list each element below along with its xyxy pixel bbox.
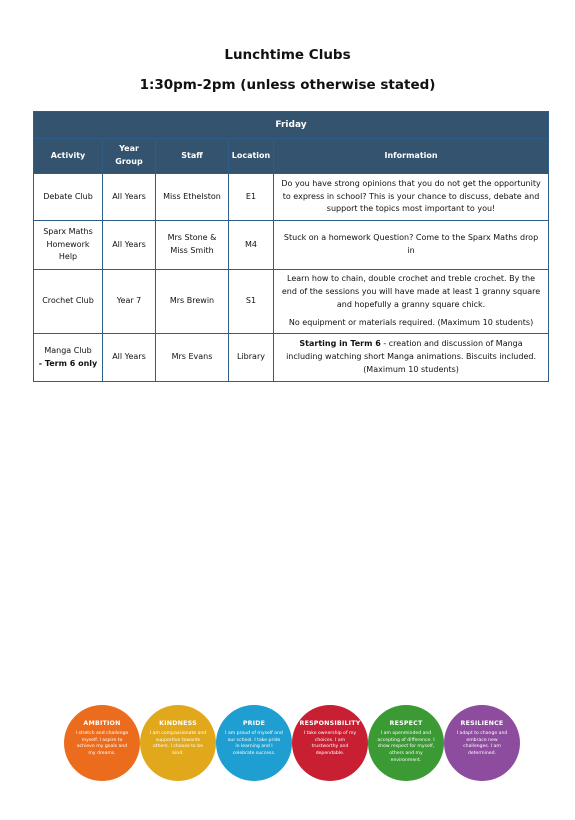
location-cell: S1 (229, 270, 274, 334)
page-title: Lunchtime Clubs (224, 47, 351, 63)
information-cell (274, 221, 549, 270)
information-text: Do you have strong opinions that you do not get the opportunity to express in school? This is your chance to discuss, debate and support the topics most important to you! (281, 178, 541, 214)
activity-cell: Debate Club (34, 174, 103, 221)
activity-name: Manga Club (44, 345, 92, 355)
page-subtitle: 1:30pm-2pm (unless otherwise stated) (139, 77, 436, 93)
activity-cell: Crochet Club (34, 270, 103, 334)
value-respect-badge (368, 705, 444, 781)
table-row (34, 221, 549, 270)
information-start-note: Starting in Term 6 (299, 339, 381, 349)
value-pride-badge (216, 705, 292, 781)
value-title: RESPONSIBILITY (299, 720, 361, 727)
information-cell (274, 174, 549, 221)
information-text: Learn how to chain, double crochet and treble crochet. By the end of the sessions you will have made at least 1 granny square and hopefully a granny square chick. (281, 274, 541, 309)
location-cell: M4 (229, 221, 274, 270)
value-description: I am openminded and accepting of difference. I show respect for myself, others and my environment. (377, 731, 435, 763)
information-text: Stuck on a homework Question? Come to the Sparx Maths drop in (283, 233, 539, 255)
staff-cell: Mrs Evans (156, 334, 229, 382)
value-title: PRIDE (242, 720, 266, 727)
value-description: I take ownership of my choices. I am trustworthy and dependable. (303, 731, 357, 756)
activity-term-note: - Term 6 only (38, 358, 98, 368)
year-group-cell: All Years (103, 221, 156, 270)
column-header-staff: Staff (156, 139, 229, 174)
value-responsibility-badge (292, 705, 368, 781)
value-kindness-badge (140, 705, 216, 781)
table-row (34, 174, 549, 221)
day-header-row (34, 112, 549, 139)
year-group-cell: All Years (103, 334, 156, 382)
value-title: RESILIENCE (460, 720, 504, 727)
staff-cell: Mrs Brewin (156, 270, 229, 334)
value-resilience-badge (444, 705, 520, 781)
value-description: I am compassionate and supportive towards others. I choose to be kind. (149, 731, 207, 756)
information-cell (274, 270, 549, 334)
activity-cell (34, 334, 103, 382)
column-header-information: Information (274, 139, 549, 174)
year-group-cell: All Years (103, 174, 156, 221)
location-cell: E1 (229, 174, 274, 221)
information-note: No equipment or materials required. (Maximum 10 students) (288, 318, 534, 328)
column-header-activity: Activity (34, 139, 103, 174)
value-description: I am proud of myself and our school. I take pride in learning and I celebrate success. (225, 731, 283, 756)
value-description: I adapt to change and embrace new challenges. I am determined. (456, 731, 508, 756)
clubs-table (33, 111, 549, 382)
column-header-row (34, 139, 549, 174)
value-title: KINDNESS (159, 720, 197, 727)
information-text: - creation and discussion of Manga including watching short Manga animations. Biscuits included. (Maximum 10 students) (286, 339, 536, 375)
value-description: I stretch and challenge myself. I aspire to achieve my goals and my dreams. (75, 731, 129, 756)
year-group-cell: Year 7 (103, 270, 156, 334)
value-title: RESPECT (389, 720, 423, 727)
information-cell (274, 334, 549, 382)
activity-cell: Sparx Maths Homework Help (34, 221, 103, 270)
location-cell: Library (229, 334, 274, 382)
staff-cell: Mrs Stone & Miss Smith (156, 221, 229, 270)
table-row (34, 270, 549, 334)
column-header-location: Location (229, 139, 274, 174)
table-row (34, 334, 549, 382)
column-header-year-group: Year Group (103, 139, 156, 174)
day-heading: Friday (34, 112, 549, 139)
staff-cell: Miss Ethelston (156, 174, 229, 221)
school-values-banner (64, 705, 520, 781)
value-ambition-badge (64, 705, 140, 781)
value-title: AMBITION (83, 720, 121, 727)
